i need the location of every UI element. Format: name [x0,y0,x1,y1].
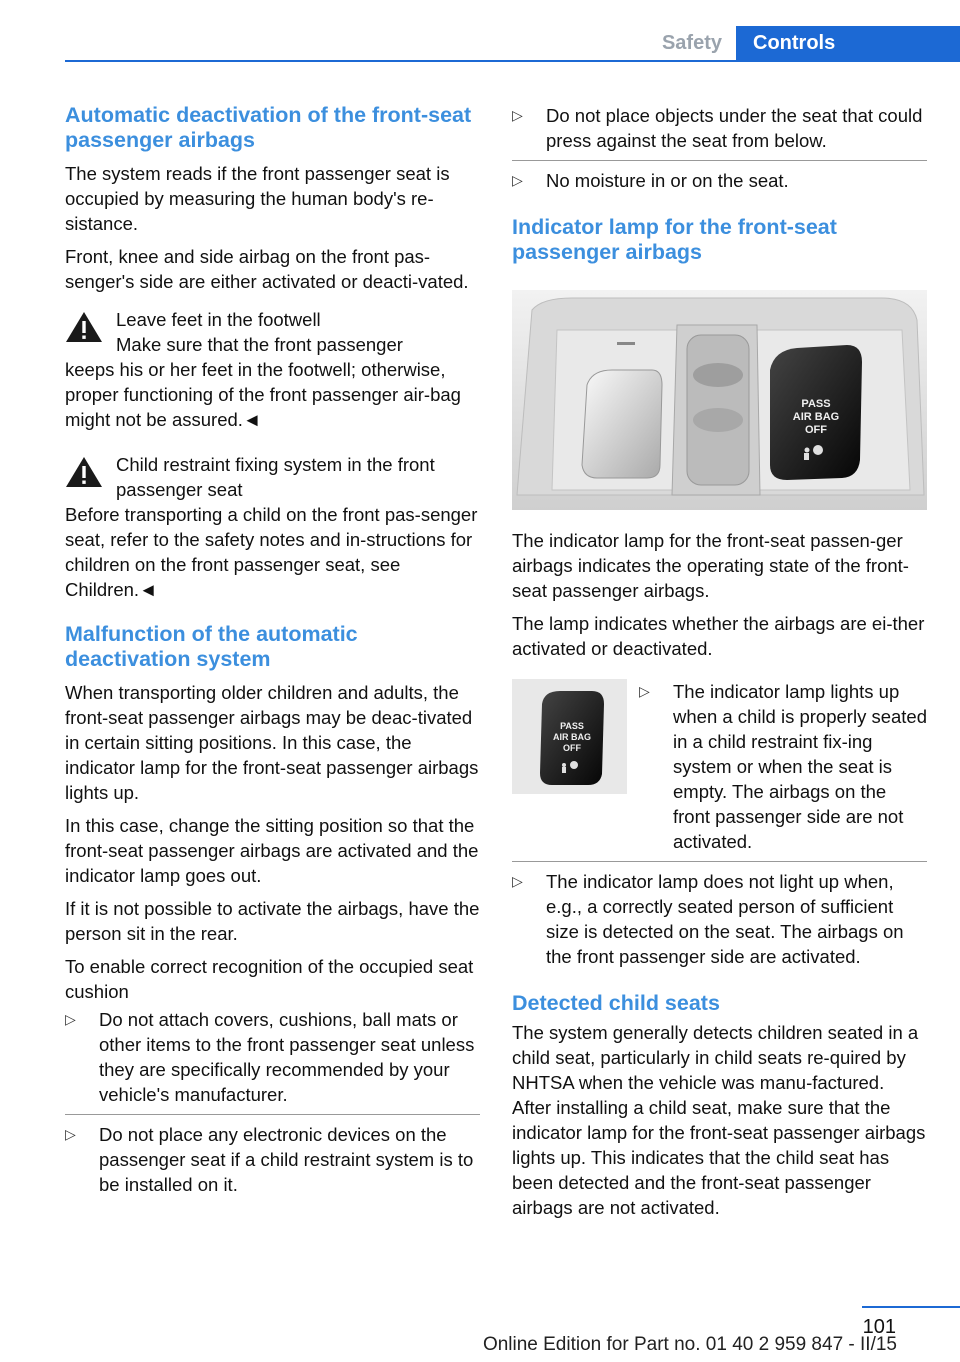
left-column [65,103,480,1197]
section-heading-malfunction: Malfunction of the automatic deactivation system [65,622,358,671]
bullet-triangle-icon: ▷ [65,1011,76,1027]
bullet-triangle-icon: ▷ [639,683,650,699]
thumb-label: AIR BAG [553,732,591,742]
warning-body-first: Make sure that the front passenger [116,334,403,355]
photo-label: AIR BAG [792,411,840,423]
paragraph: When transporting older children and adults, the front-seat passenger airbags may be deac‐tivated in certain sitting positions. In this case, the indicator lamp for the front-seat passenger airbags lights up. [65,682,479,803]
warning-body: keeps his or her feet in the footwell; otherwise, proper functioning of the front passenger air‐bag might not be assured.◄ [65,359,461,430]
paragraph: In this case, change the sitting position so that the front-seat passenger airbags are activated and the indicator lamp goes out. [65,815,479,886]
indicator-row [512,679,927,854]
section-heading-indicator-lamp: Indicator lamp for the front-seat passenger airbags [512,215,837,264]
paragraph: The system generally detects children seated in a child seat, particularly in child seats re‐quired by NHTSA when the vehicle was manu‐factured. After installing a child seat, make sure that the indicator lamp for the front-seat passenger airbags lights up. This indicates that the child seat has been detected and the front-seat passenger airbags are not activated. [512,1022,926,1218]
paragraph: If it is not possible to activate the airbags, have the person sit in the rear. [65,898,480,944]
warning-note-child-restraint [65,452,480,602]
thumb-label: OFF [563,743,581,753]
section-heading-detected-child-seats: Detected child seats [512,991,720,1015]
list-item: ▷ No moisture in or on the seat. [512,170,789,191]
warning-triangle-icon [65,456,103,488]
bullet-triangle-icon: ▷ [512,172,523,188]
list-item: ▷ The indicator lamp does not light up when, e.g., a correctly seated person of sufficient size is detected on the seat. The airbags on the front passenger side are activated. [512,871,904,967]
photo-label: OFF [805,424,827,436]
paragraph: The system reads if the front passenger seat is occupied by measuring the human body's re‐sistance. [65,163,450,234]
divider [512,160,927,161]
tab-controls[interactable]: Controls [736,26,960,60]
paragraph: The lamp indicates whether the airbags are ei‐ther activated or deactivated. [512,613,925,659]
paragraph: Front, knee and side airbag on the front pas‐senger's side are either activated or deacti‐vated. [65,246,469,292]
photo-label: PASS [801,398,831,410]
right-column [512,103,927,1220]
list-item: ▷ Do not place any electronic devices on the passenger seat if a child restraint system is to be installed on it. [65,1124,474,1195]
indicator-lamp-photo [512,290,927,510]
page-number: 101 [862,1316,896,1338]
divider [512,861,927,862]
list-item: ▷ The indicator lamp lights up when a child is properly seated in a child restraint fix‐ing system or when the seat is empty. The airbags on the front passenger side are not activated. [639,681,928,852]
warning-title: Leave feet in the footwell [116,309,321,330]
warning-note-feet [65,307,480,432]
list-item: ▷ Do not attach covers, cushions, ball mats or other items to the front passenger seat unless they are specifically recommended by your vehicle's manufacturer. [65,1009,475,1105]
bullet-triangle-icon: ▷ [65,1126,76,1142]
warning-triangle-icon [65,311,103,343]
paragraph: The indicator lamp for the front-seat passen‐ger airbags indicates the operating state of the front-seat passenger airbags. [512,530,909,601]
thumb-label: PASS [560,721,584,731]
divider [65,1114,480,1115]
paragraph: To enable correct recognition of the occupied seat cushion [65,956,474,1002]
warning-title: Child restraint fixing system in the front passenger seat [116,454,435,500]
footer-rule [862,1306,960,1308]
tab-safety[interactable]: Safety [661,32,722,54]
bullet-triangle-icon: ▷ [512,873,523,889]
section-heading-automatic-deactivation: Automatic deactivation of the front‐seat passenger airbags [65,103,472,152]
indicator-thumbnail [512,679,627,794]
header-rule [65,60,960,62]
warning-body: Before transporting a child on the front pas‐senger seat, refer to the safety notes and in‐structions for children on the front passenger seat, see Children.◄ [65,504,478,600]
online-edition-note: Online Edition for Part no. 01 40 2 959 847 - II/15 [482,1334,897,1355]
list-item: ▷ Do not place objects under the seat that could press against the seat from below. [512,105,923,151]
bullet-triangle-icon: ▷ [512,107,523,123]
